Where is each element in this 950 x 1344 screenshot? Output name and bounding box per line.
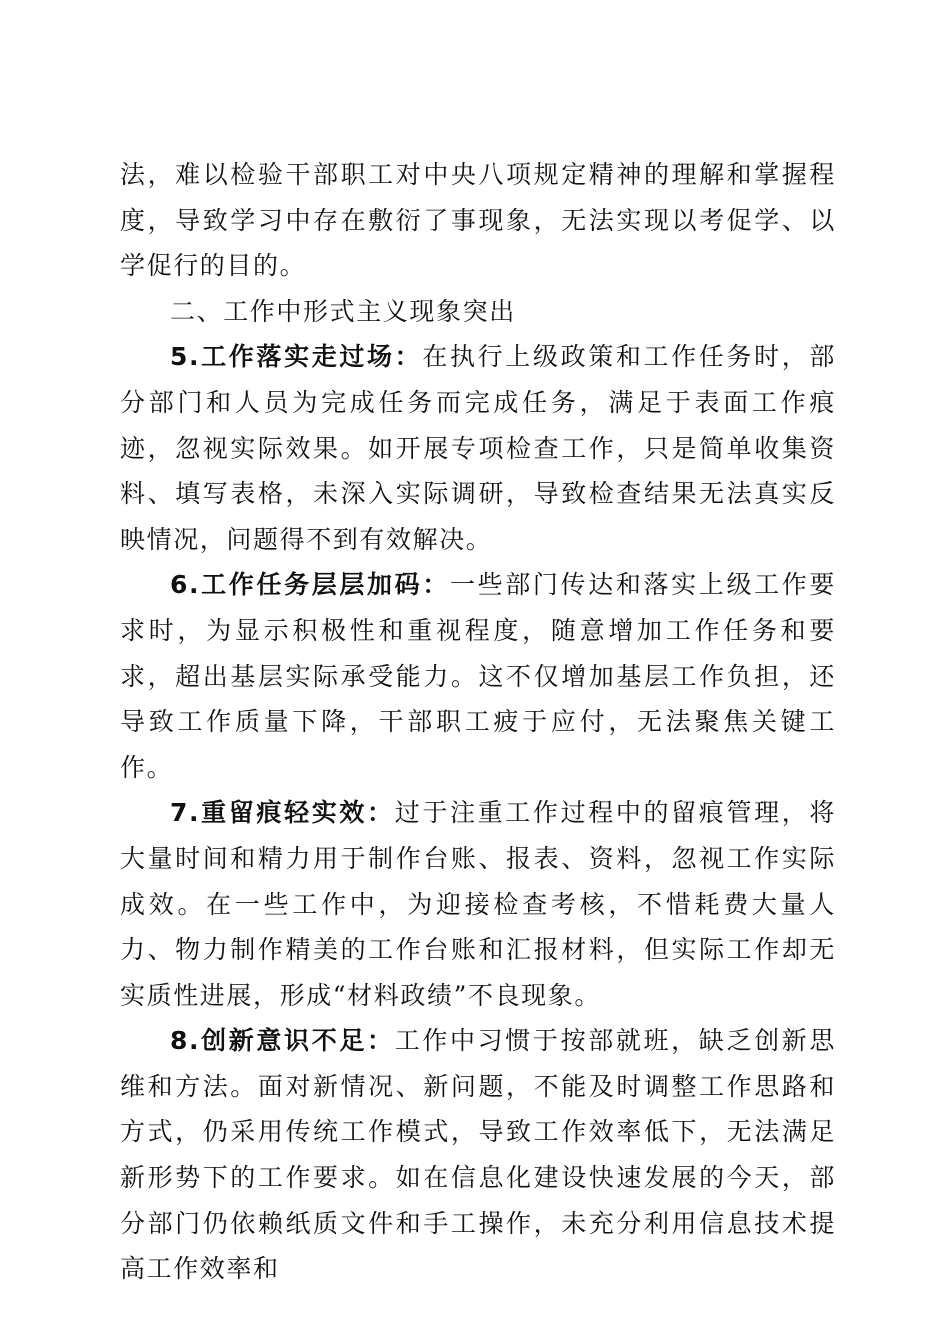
item-body-6: 一些部门传达和落实上级工作要求时，为显示积极性和重视程度，随意增加工作任务和要求，超出基层实际承受能力。这不仅增加基层工作负担，还导致工作质量下降，干部职工疲于应付，无法聚焦关键工作。 (120, 570, 836, 782)
item-lead-6: 6.工作任务层层加码： (170, 570, 450, 600)
item-body-5: 在执行上级政策和工作任务时，部分部门和人员为完成任务而完成任务，满足于表面工作痕迹，忽视实际效果。如开展专项检查工作，只是简单收集资料、填写表格，未深入实际调研，导致检查结果无法真实反映情况，问题得不到有效解决。 (120, 342, 836, 554)
item-lead-5: 5.工作落实走过场： (170, 342, 423, 372)
item-lead-7: 7.重留痕轻实效： (170, 798, 395, 828)
item-paragraph-6 (120, 562, 836, 790)
document-page (120, 152, 836, 1292)
item-lead-8: 8.创新意识不足： (170, 1026, 395, 1056)
item-body-7: 过于注重工作过程中的留痕管理，将大量时间和精力用于制作台账、报表、资料，忽视工作实际成效。在一些工作中，为迎接检查考核，不惜耗费大量人力、物力制作精美的工作台账和汇报材料，但实际工作却无实质性进展，形成“材料政绩”不良现象。 (120, 798, 837, 1010)
continuation-paragraph: 法，难以检验干部职工对中央八项规定精神的理解和掌握程度，导致学习中存在敷衍了事现象，无法实现以考促学、以学促行的目的。 (120, 160, 836, 281)
item-body-8: 工作中习惯于按部就班，缺乏创新思维和方法。面对新情况、新问题，不能及时调整工作思路和方式，仍采用传统工作模式，导致工作效率低下，无法满足新形势下的工作要求。如在信息化建设快速发展的今天，部分部门仍依赖纸质文件和手工操作，未充分利用信息技术提高工作效率和 (120, 1026, 837, 1284)
item-paragraph-8 (120, 1018, 836, 1292)
item-paragraph-7 (120, 790, 836, 1018)
section-heading: 二、工作中形式主义现象突出 (170, 296, 516, 326)
item-paragraph-5 (120, 334, 836, 562)
